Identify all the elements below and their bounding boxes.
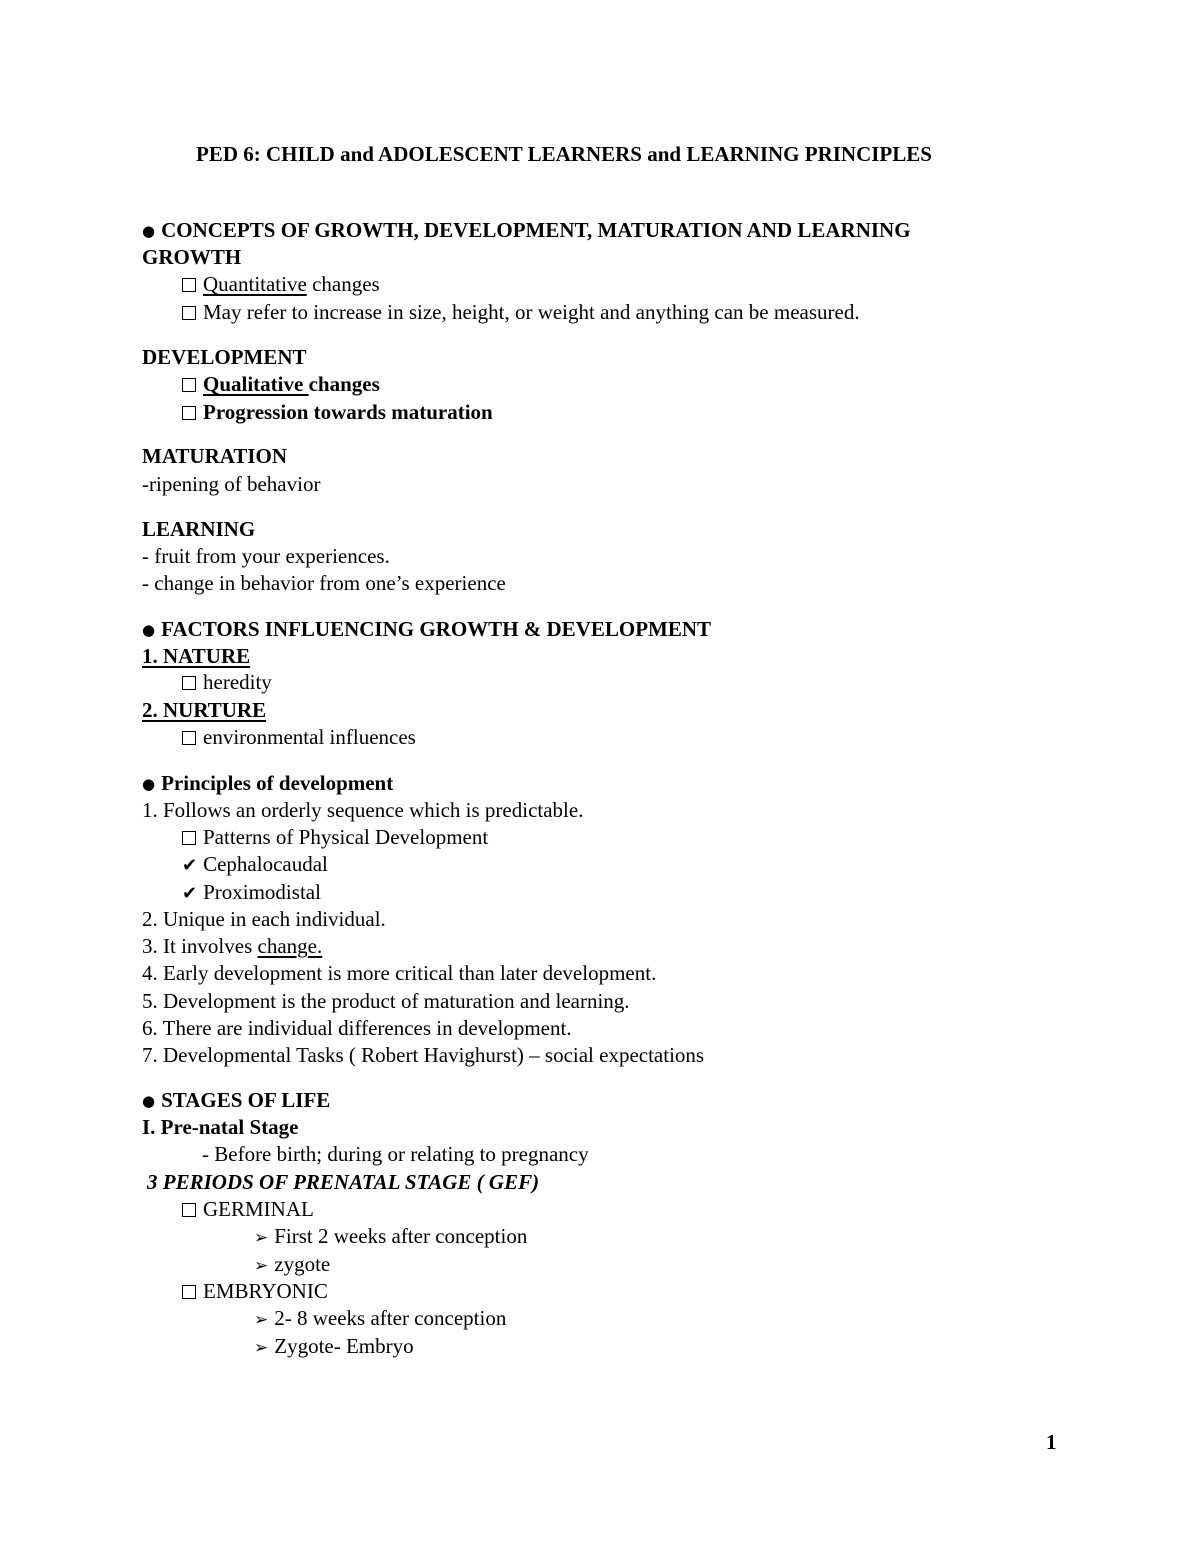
germinal-item-1: ➢ First 2 weeks after conception [254, 1224, 528, 1248]
bullet-dot-icon: ● [142, 1092, 156, 1110]
checkbox-square-icon [182, 306, 196, 320]
learning-item-2: - change in behavior from one’s experience [142, 571, 506, 595]
page-title: PED 6: CHILD and ADOLESCENT LEARNERS and LEARNING PRINCIPLES [196, 142, 932, 166]
germinal-item-2: ➢ zygote [254, 1252, 331, 1276]
arrow-bullet-icon: ➢ [254, 1338, 269, 1358]
embryonic-item-1: ➢ 2- 8 weeks after conception [254, 1306, 507, 1330]
learning-label: LEARNING [142, 517, 256, 541]
bullet-dot-icon: ● [142, 621, 156, 639]
principle-3: 3. It involves change. [142, 934, 323, 958]
nurture-item: environmental influences [182, 727, 416, 748]
nature-item: heredity [182, 672, 272, 693]
checkbox-square-icon [182, 278, 196, 292]
arrow-bullet-icon: ➢ [254, 1310, 269, 1330]
principle-4: 4. Early development is more critical than later development. [142, 961, 657, 985]
checkbox-square-icon [182, 731, 196, 745]
principle-7: 7. Developmental Tasks ( Robert Havighurst) – social expectations [142, 1043, 705, 1067]
principle-1-check-1: ✔ Cephalocaudal [182, 852, 328, 876]
maturation-item: -ripening of behavior [142, 472, 321, 496]
factors-heading: ● FACTORS INFLUENCING GROWTH & DEVELOPMENT [142, 617, 712, 641]
nurture-label: 2. NURTURE [142, 698, 267, 722]
checkmark-icon: ✔ [182, 855, 198, 876]
checkbox-square-icon [182, 831, 196, 845]
principle-1-check-2: ✔ Proximodistal [182, 880, 321, 904]
concepts-heading: ● CONCEPTS OF GROWTH, DEVELOPMENT, MATURATION AND LEARNING [142, 218, 911, 242]
development-item-1: Qualitative changes [182, 374, 380, 395]
principle-1: 1. Follows an orderly sequence which is predictable. [142, 798, 584, 822]
maturation-label: MATURATION [142, 444, 288, 468]
bullet-dot-icon: ● [142, 222, 156, 240]
growth-label: GROWTH [142, 245, 242, 269]
arrow-bullet-icon: ➢ [254, 1256, 269, 1276]
checkbox-square-icon [182, 676, 196, 690]
principles-heading: ● Principles of development [142, 771, 394, 795]
principle-6: 6. There are individual differences in development. [142, 1016, 572, 1040]
checkbox-square-icon [182, 1203, 196, 1217]
growth-item-2: May refer to increase in size, height, or weight and anything can be measured. [182, 302, 860, 323]
nature-label: 1. NATURE [142, 644, 251, 668]
principle-1-sub: Patterns of Physical Development [182, 827, 488, 848]
principle-5: 5. Development is the product of maturation and learning. [142, 989, 630, 1013]
stages-heading: ● STAGES OF LIFE [142, 1088, 331, 1112]
development-label: DEVELOPMENT [142, 345, 307, 369]
prenatal-description: - Before birth; during or relating to pregnancy [202, 1142, 589, 1166]
checkbox-square-icon [182, 1285, 196, 1299]
learning-item-1: - fruit from your experiences. [142, 544, 390, 568]
growth-item-1: Quantitative changes [182, 274, 380, 295]
germinal-label: GERMINAL [182, 1199, 314, 1220]
bullet-dot-icon: ● [142, 775, 156, 793]
principle-2: 2. Unique in each individual. [142, 907, 386, 931]
checkbox-square-icon [182, 406, 196, 420]
embryonic-label: EMBRYONIC [182, 1281, 328, 1302]
embryonic-item-2: ➢ Zygote- Embryo [254, 1334, 414, 1358]
arrow-bullet-icon: ➢ [254, 1228, 269, 1248]
checkmark-icon: ✔ [182, 883, 198, 904]
development-item-2: Progression towards maturation [182, 402, 493, 423]
periods-heading: 3 PERIODS OF PRENATAL STAGE ( GEF) [147, 1170, 540, 1194]
prenatal-label: I. Pre-natal Stage [142, 1115, 299, 1139]
page-number: 1 [1046, 1430, 1057, 1454]
checkbox-square-icon [182, 378, 196, 392]
